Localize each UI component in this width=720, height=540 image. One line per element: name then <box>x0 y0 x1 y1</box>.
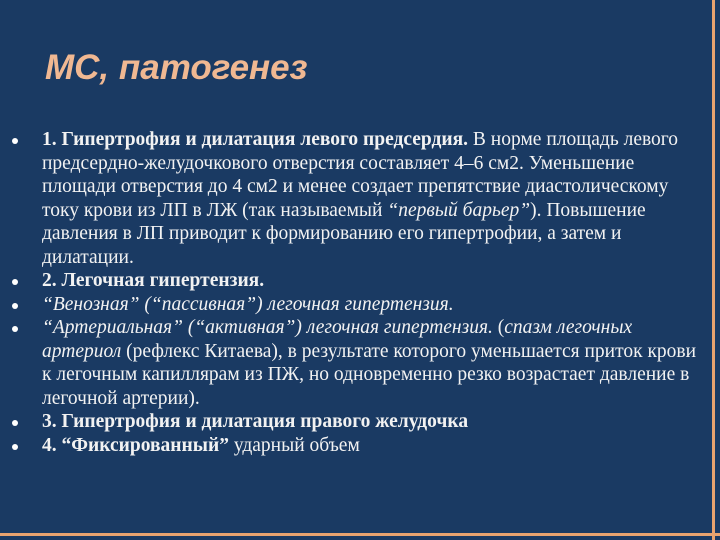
bullet-item-1 <box>42 128 702 269</box>
bullet-6-text: ударный объем <box>228 434 360 456</box>
bullet-1-emphasis: “первый барьер” <box>387 199 531 221</box>
bullet-dot-icon <box>12 420 18 426</box>
bullet-5-heading: 3. Гипертрофия и дилатация правого желудочка <box>42 411 469 432</box>
bullet-4-emphasis: спазм легочных артериол <box>42 317 633 362</box>
accent-rule-right <box>712 0 715 540</box>
bullet-item-2 <box>42 269 702 293</box>
bullet-1-heading: 1. Гипертрофия и дилатация левого предсердия. <box>42 129 469 150</box>
bullet-item-3 <box>42 293 702 317</box>
bullet-dot-icon <box>12 326 18 332</box>
bullet-1-text-end: ). Повышение давления в ЛП приводит к формированию его гипертрофии, а затем и дилатации. <box>42 199 646 268</box>
bullet-dot-icon <box>12 303 18 309</box>
bullet-dot-icon <box>12 138 18 144</box>
slide-title: МС, патогенез <box>45 48 308 87</box>
accent-rule-bottom <box>0 533 720 536</box>
bullet-item-4 <box>42 316 702 410</box>
bullet-4-heading: “Артериальная” (“активная”) легочная гипертензия. <box>42 317 493 338</box>
bullet-3-text: “Венозная” (“пассивная”) легочная гипертензия. <box>42 293 454 315</box>
bullet-4-text-end: (рефлекс Китаева), в результате которого уменьшается приток крови к легочным капиллярам из ПЖ, но одновременно резко возрастает давление в легочной артерии). <box>42 340 697 409</box>
bullet-4-text: ( <box>492 317 505 338</box>
bullet-6-heading: 4. “Фиксированный” <box>42 434 229 456</box>
bullet-1-text: В норме площадь левого предсердно-желудочкового отверстия составляет 4–6 см2. Уменьшение площади отверстия до 4 см2 и менее создает препятствие диастолическому току крови из ЛП в ЛЖ (так называемый <box>42 129 679 221</box>
bullet-item-5 <box>42 410 702 434</box>
bullet-dot-icon <box>12 279 18 285</box>
bullet-list <box>42 128 702 457</box>
bullet-dot-icon <box>12 444 18 450</box>
bullet-2-heading: 2. Легочная гипертензия. <box>42 270 265 291</box>
bullet-item-6 <box>42 434 702 458</box>
